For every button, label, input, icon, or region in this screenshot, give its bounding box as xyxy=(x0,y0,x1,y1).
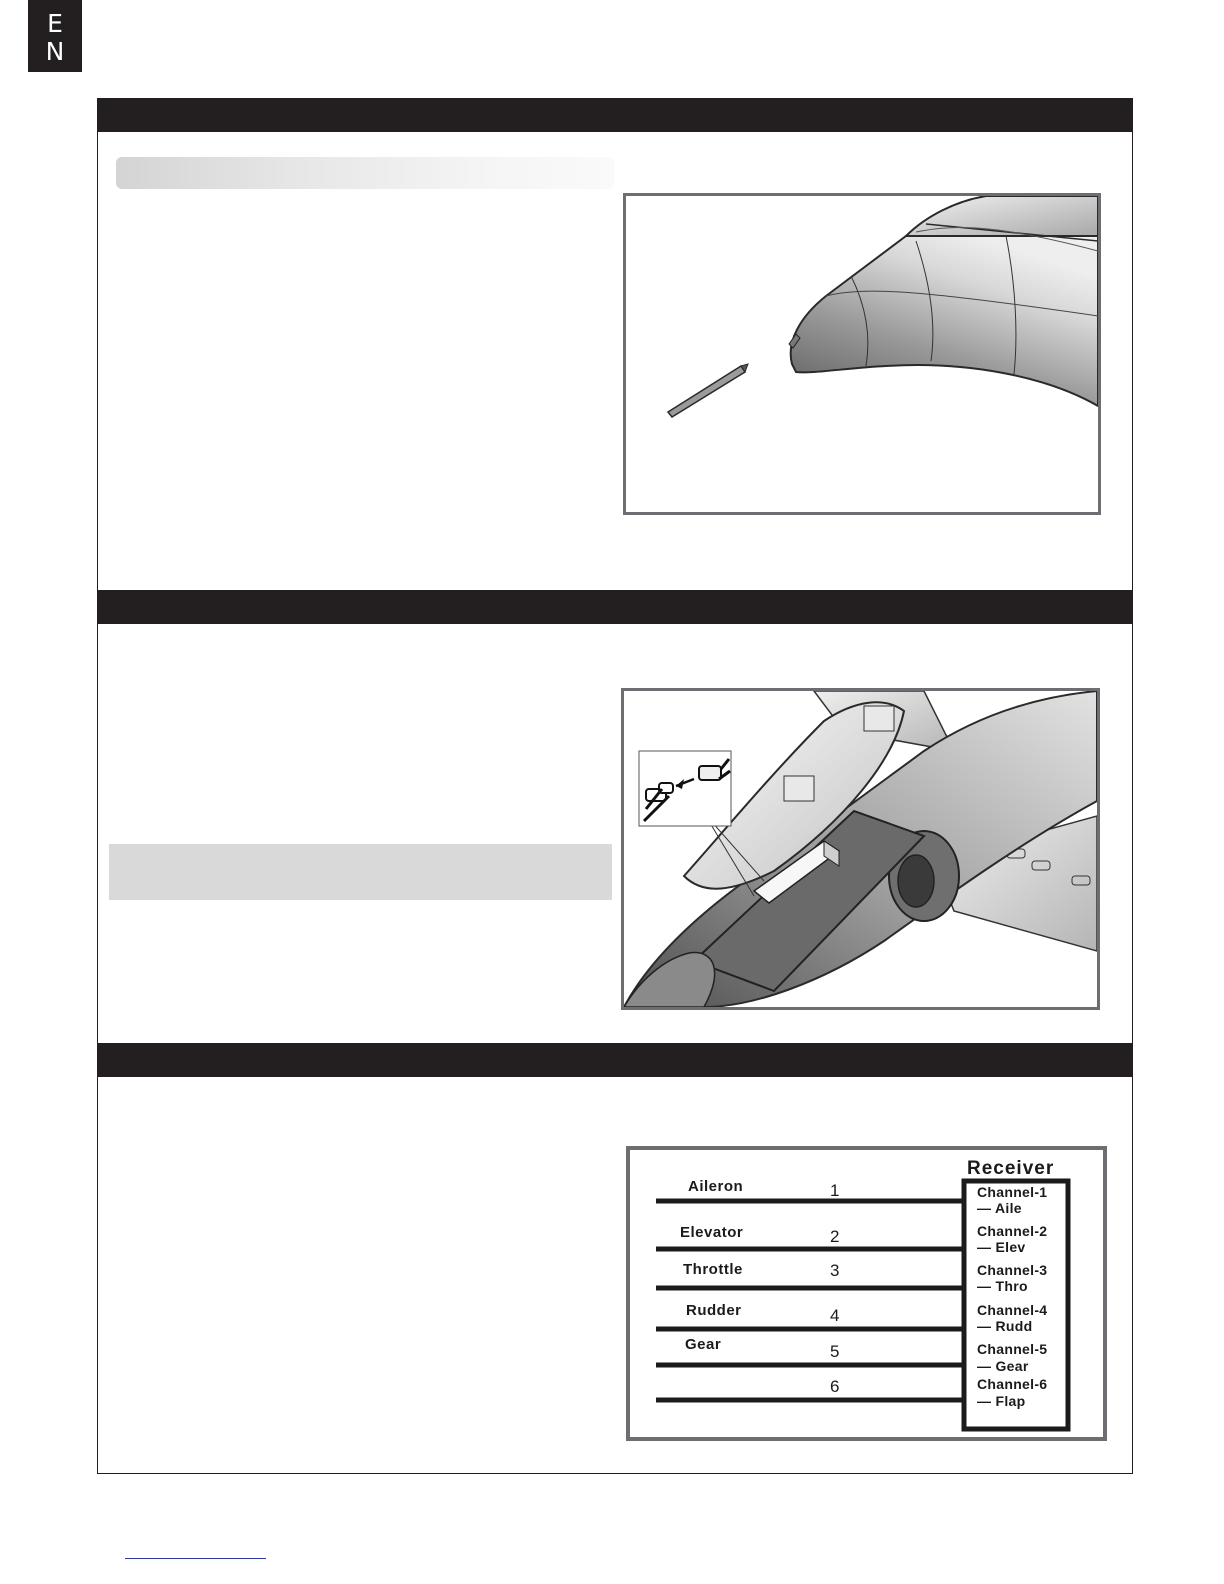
section-receiver-connections xyxy=(97,1043,1133,1474)
section-header-bar xyxy=(97,98,1133,132)
receiver-channel-function: — Flap xyxy=(977,1393,1026,1409)
receiver-channel-function: — Aile xyxy=(977,1200,1022,1216)
receiver-channel: Channel-6 xyxy=(977,1376,1048,1392)
wire-label: Throttle xyxy=(683,1261,743,1278)
language-tab xyxy=(28,0,82,72)
wire-number: 1 xyxy=(830,1181,840,1200)
wire-label: Gear xyxy=(685,1336,722,1353)
wire-number: 5 xyxy=(830,1342,840,1361)
section-header-bar xyxy=(97,1043,1133,1077)
language-tab-letter-1: E xyxy=(47,9,63,38)
wire-number: 3 xyxy=(830,1261,840,1280)
nose-probe-figure xyxy=(623,193,1101,515)
battery-bay-illustration xyxy=(624,691,1097,1007)
wire-number: 6 xyxy=(830,1377,840,1396)
receiver-channel-function: — Elev xyxy=(977,1239,1026,1255)
receiver-diagram xyxy=(626,1146,1107,1441)
receiver-channel: Channel-3 xyxy=(977,1262,1048,1278)
section-battery-install xyxy=(97,590,1133,1043)
wire-label: Elevator xyxy=(680,1224,744,1241)
receiver-wiring-chart xyxy=(630,1150,1103,1437)
receiver-channel-function: — Thro xyxy=(977,1278,1028,1294)
wire-number: 2 xyxy=(830,1227,840,1246)
wire-label: Rudder xyxy=(686,1302,742,1319)
section-header-bar xyxy=(97,590,1133,624)
nose-probe-illustration xyxy=(626,196,1098,512)
section-nose-probe xyxy=(97,98,1133,590)
language-tab-letter-2: N xyxy=(45,37,65,66)
receiver-title: Receiver xyxy=(967,1158,1055,1179)
subheading-bar xyxy=(116,157,614,189)
receiver-channel-function: — Rudd xyxy=(977,1318,1033,1334)
wire-number: 4 xyxy=(830,1306,840,1325)
note-box xyxy=(109,844,612,900)
wire-label: Aileron xyxy=(688,1178,744,1195)
receiver-channel-function: — Gear xyxy=(977,1358,1029,1374)
receiver-channel: Channel-4 xyxy=(977,1302,1048,1318)
receiver-channel: Channel-1 xyxy=(977,1184,1048,1200)
battery-bay-figure xyxy=(621,688,1100,1010)
footer-link-underline[interactable] xyxy=(125,1558,266,1559)
receiver-channel: Channel-2 xyxy=(977,1223,1048,1239)
receiver-channel: Channel-5 xyxy=(977,1341,1048,1357)
